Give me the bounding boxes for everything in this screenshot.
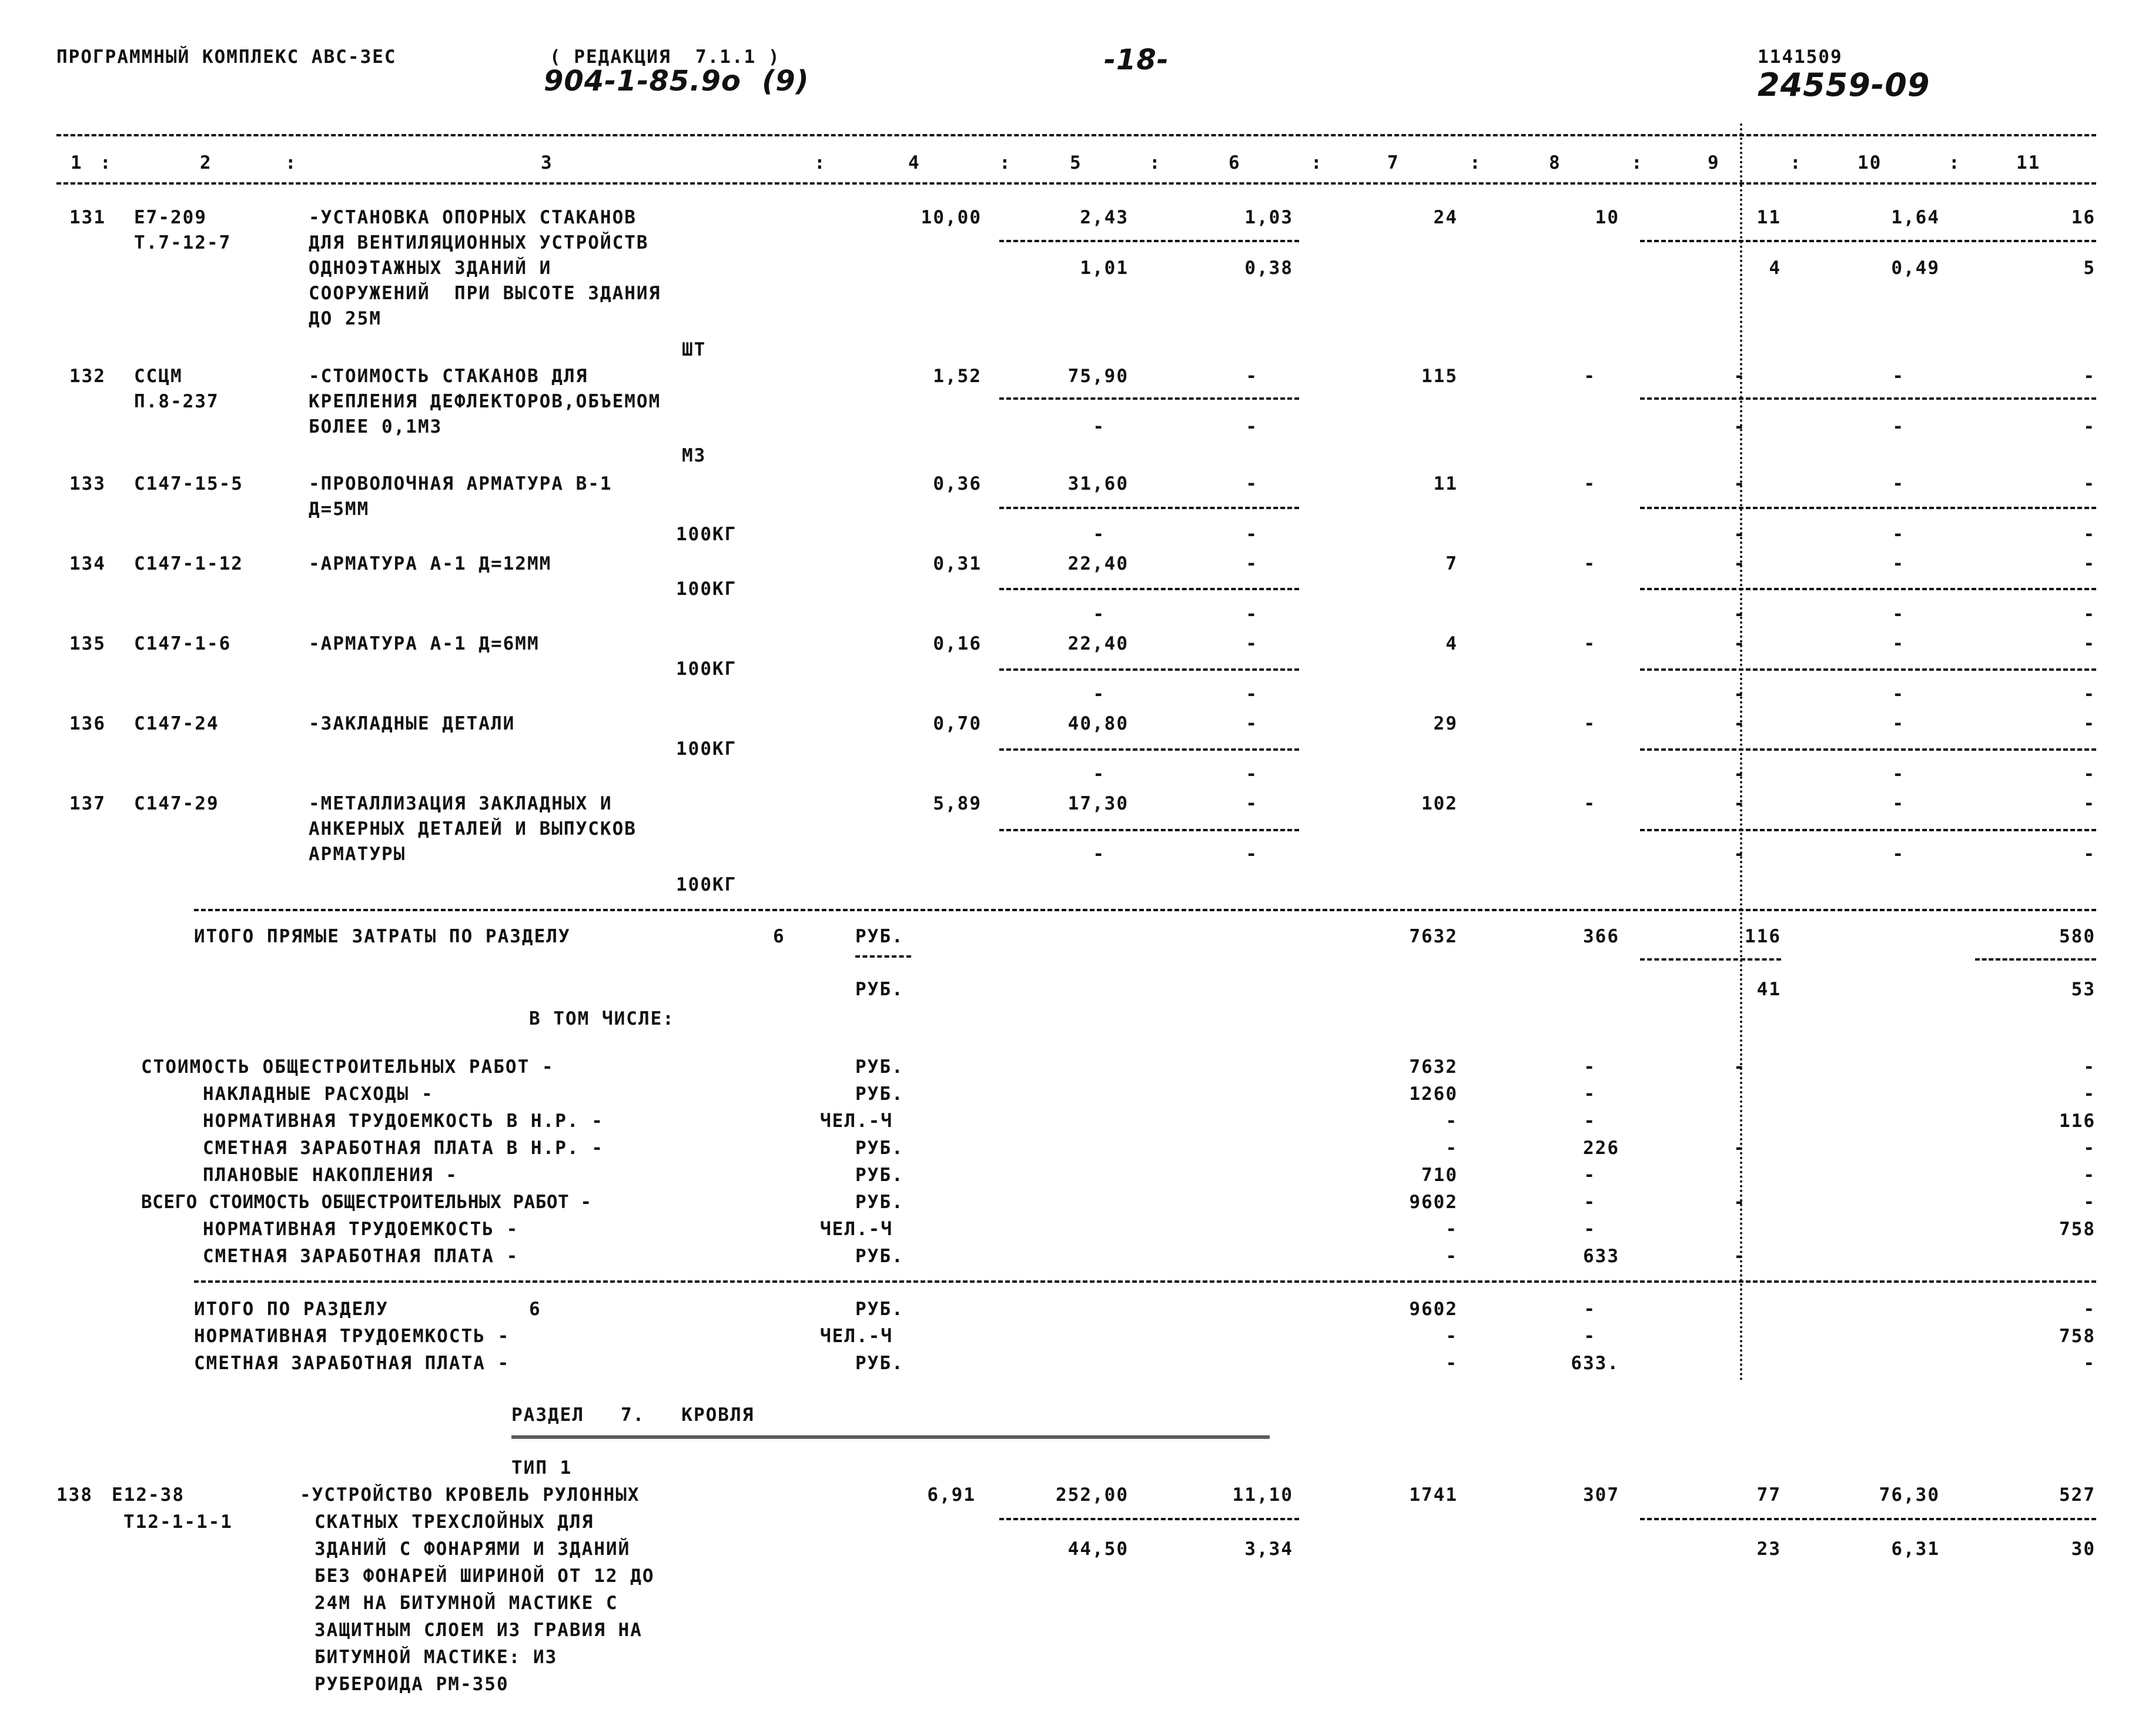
- total-wage: -: [1584, 553, 1596, 574]
- section-total-value: -: [1445, 1353, 1458, 1374]
- work-description: БЕЗ ФОНАРЕЙ ШИРИНОЙ ОТ 12 ДО: [314, 1566, 655, 1587]
- breakdown-unit: РУБ.: [855, 1138, 904, 1159]
- total-wage: -: [1584, 633, 1596, 654]
- col-5: 5: [1070, 152, 1082, 173]
- col9-value: 23: [1756, 1538, 1781, 1560]
- col10-value: -: [1892, 844, 1905, 865]
- col10-value: -: [1892, 553, 1905, 574]
- norm-code: С147-15-5: [134, 473, 243, 494]
- quantity: 1,52: [933, 366, 982, 387]
- work-description: СООРУЖЕНИЙ ПРИ ВЫСОТЕ ЗДАНИЯ: [309, 283, 661, 304]
- total-wage: 307: [1583, 1484, 1619, 1506]
- section-total-value: -: [1584, 1299, 1596, 1320]
- work-description: БОЛЕЕ 0,1М3: [309, 416, 443, 437]
- section-total-value: -: [1445, 1326, 1458, 1347]
- col11-value: -: [2083, 473, 2096, 494]
- col9-value: -: [1733, 416, 1746, 437]
- col-sep: :: [285, 152, 297, 173]
- unit-wage: -: [1093, 684, 1105, 705]
- col11-value: 5: [2083, 257, 2096, 279]
- col11-value: 53: [2071, 979, 2096, 1000]
- work-description: -УСТРОЙСТВО КРОВЕЛЬ РУЛОННЫХ: [300, 1484, 640, 1506]
- col11-value: -: [2083, 844, 2096, 865]
- breakdown-value: 710: [1421, 1165, 1458, 1186]
- unit-machine-cost: -: [1246, 793, 1258, 814]
- work-description: ЗАЩИТНЫМ СЛОЕМ ИЗ ГРАВИЯ НА: [314, 1620, 642, 1641]
- col9-value: 4: [1769, 257, 1781, 279]
- unit-cost: 2,43: [1080, 207, 1129, 228]
- total-cost: 24: [1433, 207, 1458, 228]
- unit-machine-cost: -: [1246, 366, 1258, 387]
- total-cost: 29: [1433, 713, 1458, 734]
- col-8: 8: [1549, 152, 1561, 173]
- fraction-rule: [999, 588, 1299, 590]
- unit-machine-wage: 0,38: [1244, 257, 1293, 279]
- fraction-rule: [1640, 240, 2096, 242]
- section-total-unit: ЧЕЛ.-Ч: [820, 1326, 893, 1347]
- unit-wage: -: [1093, 604, 1105, 625]
- section-total-unit: РУБ.: [855, 1299, 904, 1320]
- col-sep: :: [814, 152, 826, 173]
- col10-value: -: [1892, 416, 1905, 437]
- unit-cost: 252,00: [1056, 1484, 1129, 1506]
- breakdown-value: -: [1584, 1083, 1596, 1105]
- col11-value: -: [2083, 553, 2096, 574]
- breakdown-value: 633: [1583, 1246, 1619, 1267]
- unit-machine-wage: -: [1246, 844, 1258, 865]
- col9-value: -: [1733, 366, 1746, 387]
- breakdown-value: -: [1584, 1056, 1596, 1078]
- col9-value: 11: [1756, 207, 1781, 228]
- total-wage: 10: [1595, 207, 1619, 228]
- breakdown-value: 116: [2059, 1110, 2096, 1132]
- unit-wage: -: [1093, 524, 1105, 545]
- breakdown-label: СМЕТНАЯ ЗАРАБОТНАЯ ПЛАТА -: [203, 1246, 519, 1267]
- section-total-value: -: [2083, 1299, 2096, 1320]
- unit-of-measure: 100КГ: [676, 738, 737, 760]
- fraction-rule: [1640, 1518, 2096, 1520]
- work-description: РУБЕРОИДА РМ-350: [314, 1674, 509, 1695]
- edition-label: ( РЕДАКЦИЯ 7.1.1 ): [550, 46, 781, 68]
- col11-value: 30: [2071, 1538, 2096, 1560]
- col-3: 3: [541, 152, 553, 173]
- breakdown-value: -: [1733, 1056, 1746, 1078]
- section-total-unit: РУБ.: [855, 1353, 904, 1374]
- norm-code: С147-1-6: [134, 633, 232, 654]
- col-sep: :: [999, 152, 1012, 173]
- breakdown-value: -: [2083, 1056, 2096, 1078]
- total-cost: 4: [1445, 633, 1458, 654]
- breakdown-value: -: [1733, 1192, 1746, 1213]
- breakdown-value: -: [2083, 1083, 2096, 1105]
- work-description: -МЕТАЛЛИЗАЦИЯ ЗАКЛАДНЫХ И: [309, 793, 613, 814]
- col9-value: -: [1733, 604, 1746, 625]
- row-number: 134: [69, 553, 106, 574]
- including-heading: В ТОМ ЧИСЛЕ:: [529, 1008, 675, 1029]
- unit-machine-wage: -: [1246, 604, 1258, 625]
- col-10: 10: [1858, 152, 1882, 173]
- unit-machine-wage: -: [1246, 524, 1258, 545]
- unit-machine-cost: -: [1246, 633, 1258, 654]
- col9-value: 41: [1756, 979, 1781, 1000]
- section-rule: [194, 909, 2096, 911]
- project-code: 904-1-85.9о (9): [544, 65, 809, 98]
- norm-code: Е7-209: [134, 207, 207, 228]
- header-bottom-rule: [56, 182, 2096, 185]
- col11-value: -: [2083, 366, 2096, 387]
- breakdown-value: -: [1445, 1110, 1458, 1132]
- breakdown-value: -: [1445, 1138, 1458, 1159]
- norm-code: Е12-38: [112, 1484, 185, 1506]
- row-number: 135: [69, 633, 106, 654]
- work-description: -АРМАТУРА А-1 Д=6ММ: [309, 633, 540, 654]
- breakdown-value: -: [1445, 1219, 1458, 1240]
- section-heading-underline: [511, 1436, 1270, 1439]
- unit-machine-cost: -: [1246, 473, 1258, 494]
- breakdown-unit: ЧЕЛ.-Ч: [820, 1219, 893, 1240]
- breakdown-value: -: [2083, 1165, 2096, 1186]
- breakdown-label: СТОИМОСТЬ ОБЩЕСТРОИТЕЛЬНЫХ РАБОТ -: [141, 1056, 554, 1078]
- fraction-rule: [999, 1518, 1299, 1520]
- col11-value: -: [2083, 684, 2096, 705]
- work-description: -ЗАКЛАДНЫЕ ДЕТАЛИ: [309, 713, 516, 734]
- unit-wage: -: [1093, 844, 1105, 865]
- breakdown-value: -: [1584, 1110, 1596, 1132]
- fraction-rule: [999, 668, 1299, 671]
- norm-ref: Т12-1-1-1: [123, 1511, 233, 1533]
- col10-value: -: [1892, 366, 1905, 387]
- work-description: ДЛЯ ВЕНТИЛЯЦИОННЫХ УСТРОЙСТВ: [309, 232, 649, 253]
- col9-value: -: [1733, 633, 1746, 654]
- total-cost: 102: [1421, 793, 1458, 814]
- document-number: 1141509: [1758, 46, 1843, 68]
- section-total-value: 633.: [1571, 1353, 1619, 1374]
- total-cost: 1741: [1409, 1484, 1458, 1506]
- col9-value: -: [1733, 793, 1746, 814]
- total-label: ИТОГО ПРЯМЫЕ ЗАТРАТЫ ПО РАЗДЕЛУ: [194, 926, 571, 947]
- col10-value: 0,49: [1891, 257, 1940, 279]
- col11-value: -: [2083, 633, 2096, 654]
- col-2: 2: [200, 152, 212, 173]
- quantity: 0,16: [933, 633, 982, 654]
- fraction-rule: [1640, 668, 2096, 671]
- unit-of-measure: 100КГ: [676, 524, 737, 545]
- fraction-rule: [999, 829, 1299, 831]
- total-wage: -: [1584, 473, 1596, 494]
- quantity: 10,00: [921, 207, 982, 228]
- fraction-rule: [1640, 958, 1781, 961]
- work-description: АРМАТУРЫ: [309, 844, 406, 865]
- unit-of-measure: ШТ: [682, 339, 707, 360]
- breakdown-unit: РУБ.: [855, 1083, 904, 1105]
- unit-machine-wage: -: [1246, 684, 1258, 705]
- col-sep: :: [1949, 152, 1961, 173]
- breakdown-value: -: [1733, 1138, 1746, 1159]
- breakdown-unit: РУБ.: [855, 1246, 904, 1267]
- col-7: 7: [1387, 152, 1400, 173]
- unit-wage: 1,01: [1080, 257, 1129, 279]
- row-number: 133: [69, 473, 106, 494]
- fraction-rule: [999, 748, 1299, 751]
- col-11: 11: [2016, 152, 2041, 173]
- unit-machine-wage: -: [1246, 764, 1258, 785]
- work-description: Д=5ММ: [309, 499, 370, 520]
- breakdown-label: ВСЕГО СТОИМОСТЬ ОБЩЕСТРОИТЕЛЬНЫХ РАБОТ -: [141, 1192, 592, 1213]
- unit-of-measure: 100КГ: [676, 874, 737, 895]
- total-wage: -: [1584, 793, 1596, 814]
- col10-value: -: [1892, 713, 1905, 734]
- norm-code: С147-24: [134, 713, 219, 734]
- row-number: 132: [69, 366, 106, 387]
- unit-machine-cost: -: [1246, 713, 1258, 734]
- work-description: -УСТАНОВКА ОПОРНЫХ СТАКАНОВ: [309, 207, 637, 228]
- col9-value: -: [1733, 844, 1746, 865]
- section-total-value: 758: [2059, 1326, 2096, 1347]
- section-total-label: СМЕТНАЯ ЗАРАБОТНАЯ ПЛАТА -: [194, 1353, 510, 1374]
- col-sep: :: [1311, 152, 1323, 173]
- norm-ref: П.8-237: [134, 391, 219, 412]
- breakdown-value: 758: [2059, 1219, 2096, 1240]
- section-total-value: -: [2083, 1353, 2096, 1374]
- col11-value: -: [2083, 524, 2096, 545]
- col11-value: -: [2083, 416, 2096, 437]
- col-4: 4: [908, 152, 921, 173]
- unit-wage: -: [1093, 416, 1105, 437]
- quantity: 0,36: [933, 473, 982, 494]
- unit-machine-cost: 1,03: [1244, 207, 1293, 228]
- total-wage: -: [1584, 366, 1596, 387]
- col9-value: 116: [1745, 926, 1781, 947]
- fraction-rule: [1640, 588, 2096, 590]
- col11-value: -: [2083, 764, 2096, 785]
- fraction-rule: [999, 240, 1299, 242]
- norm-code: ССЦМ: [134, 366, 183, 387]
- breakdown-value: -: [2083, 1138, 2096, 1159]
- unit-cost: 22,40: [1067, 553, 1129, 574]
- col10-value: -: [1892, 633, 1905, 654]
- unit-cost: 40,80: [1067, 713, 1129, 734]
- fraction-rule: [1640, 507, 2096, 509]
- currency-unit: РУБ.: [855, 979, 904, 1000]
- unit-cost: 75,90: [1067, 366, 1129, 387]
- breakdown-value: -: [1584, 1219, 1596, 1240]
- page-number: -18-: [1104, 44, 1169, 76]
- col9-value: -: [1733, 473, 1746, 494]
- breakdown-label: СМЕТНАЯ ЗАРАБОТНАЯ ПЛАТА В Н.Р. -: [203, 1138, 604, 1159]
- col-sep: :: [1631, 152, 1644, 173]
- total-wage: -: [1584, 713, 1596, 734]
- fraction-rule: [1975, 958, 2096, 961]
- col9-value: -: [1733, 764, 1746, 785]
- breakdown-label: ПЛАНОВЫЕ НАКОПЛЕНИЯ -: [203, 1165, 458, 1186]
- col11-value: 580: [2059, 926, 2096, 947]
- col10-value: -: [1892, 793, 1905, 814]
- col-1: 1: [71, 152, 83, 173]
- program-name: ПРОГРАММНЫЙ КОМПЛЕКС АВС-3ЕС: [56, 46, 397, 68]
- col-sep: :: [1149, 152, 1162, 173]
- breakdown-label: НОРМАТИВНАЯ ТРУДОЕМКОСТЬ -: [203, 1219, 519, 1240]
- breakdown-value: -: [2083, 1192, 2096, 1213]
- col-6: 6: [1229, 152, 1241, 173]
- unit-wage: 44,50: [1067, 1538, 1129, 1560]
- norm-code: С147-1-12: [134, 553, 243, 574]
- fraction-rule: [1640, 748, 2096, 751]
- breakdown-value: 9602: [1409, 1192, 1458, 1213]
- breakdown-label: НАКЛАДНЫЕ РАСХОДЫ -: [203, 1083, 434, 1105]
- unit-machine-wage: 3,34: [1244, 1538, 1293, 1560]
- section-number: 6: [773, 926, 785, 947]
- col10-value: -: [1892, 604, 1905, 625]
- norm-ref: Т.7-12-7: [134, 232, 232, 253]
- breakdown-value: 226: [1583, 1138, 1619, 1159]
- handwritten-number: 24559-09: [1758, 66, 1930, 103]
- section-heading: РАЗДЕЛ 7. КРОВЛЯ: [511, 1404, 755, 1426]
- section-total-label: НОРМАТИВНАЯ ТРУДОЕМКОСТЬ -: [194, 1326, 510, 1347]
- unit-of-measure: 100КГ: [676, 578, 737, 600]
- col10-value: -: [1892, 684, 1905, 705]
- unit-cost: 31,60: [1067, 473, 1129, 494]
- col-sep: :: [100, 152, 112, 173]
- fraction-rule: [999, 507, 1299, 509]
- fraction-rule: [1640, 829, 2096, 831]
- col10-value: 76,30: [1879, 1484, 1940, 1506]
- col9-value: 77: [1756, 1484, 1781, 1506]
- unit-cost: 22,40: [1067, 633, 1129, 654]
- total-cost: 7: [1445, 553, 1458, 574]
- unit-machine-cost: -: [1246, 553, 1258, 574]
- col10-value: 6,31: [1891, 1538, 1940, 1560]
- section-rule: [194, 1280, 2096, 1283]
- work-description: -АРМАТУРА А-1 Д=12ММ: [309, 553, 552, 574]
- col11-value: -: [2083, 793, 2096, 814]
- quantity: 0,70: [933, 713, 982, 734]
- col11-value: -: [2083, 604, 2096, 625]
- work-description: ДО 25М: [309, 308, 381, 329]
- section-number: 6: [529, 1299, 541, 1320]
- quantity: 0,31: [933, 553, 982, 574]
- total-cost: 115: [1421, 366, 1458, 387]
- breakdown-value: 1260: [1409, 1083, 1458, 1105]
- col11-value: -: [2083, 713, 2096, 734]
- row-number: 131: [69, 207, 106, 228]
- col10-value: -: [1892, 473, 1905, 494]
- unit-machine-cost: 11,10: [1232, 1484, 1293, 1506]
- unit-of-measure: 100КГ: [676, 658, 737, 680]
- work-description: ОДНОЭТАЖНЫХ ЗДАНИЙ И: [309, 257, 552, 279]
- breakdown-unit: РУБ.: [855, 1192, 904, 1213]
- col9-value: -: [1733, 553, 1746, 574]
- breakdown-unit: ЧЕЛ.-Ч: [820, 1110, 893, 1132]
- total-cost: 11: [1433, 473, 1458, 494]
- work-description: -СТОИМОСТЬ СТАКАНОВ ДЛЯ: [309, 366, 588, 387]
- breakdown-label: НОРМАТИВНАЯ ТРУДОЕМКОСТЬ В Н.Р. -: [203, 1110, 604, 1132]
- section-total-value: -: [1584, 1326, 1596, 1347]
- col9-value: -: [1733, 713, 1746, 734]
- unit-of-measure: М3: [682, 445, 707, 466]
- breakdown-value: -: [1445, 1246, 1458, 1267]
- breakdown-unit: РУБ.: [855, 1165, 904, 1186]
- col10-value: -: [1892, 524, 1905, 545]
- section-total-value: 9602: [1409, 1299, 1458, 1320]
- breakdown-value: -: [1584, 1165, 1596, 1186]
- work-description: 24М НА БИТУМНОЙ МАСТИКЕ С: [314, 1593, 618, 1614]
- unit-cost: 17,30: [1067, 793, 1129, 814]
- work-description: КРЕПЛЕНИЯ ДЕФЛЕКТОРОВ,ОБЪЕМОМ: [309, 391, 661, 412]
- col11-value: 527: [2059, 1484, 2096, 1506]
- row-number: 138: [56, 1484, 93, 1506]
- norm-code: С147-29: [134, 793, 219, 814]
- col11-value: 16: [2071, 207, 2096, 228]
- col9-value: -: [1733, 684, 1746, 705]
- type-label: ТИП 1: [511, 1457, 573, 1479]
- work-description: АНКЕРНЫХ ДЕТАЛЕЙ И ВЫПУСКОВ: [309, 818, 637, 839]
- work-description: БИТУМНОЙ МАСТИКЕ: ИЗ: [314, 1647, 558, 1668]
- fraction-rule: [855, 955, 911, 958]
- col-9: 9: [1708, 152, 1720, 173]
- total-cost: 7632: [1409, 926, 1458, 947]
- fraction-rule: [1640, 397, 2096, 400]
- unit-wage: -: [1093, 764, 1105, 785]
- work-description: -ПРОВОЛОЧНАЯ АРМАТУРА В-1: [309, 473, 613, 494]
- quantity: 5,89: [933, 793, 982, 814]
- breakdown-value: -: [1733, 1246, 1746, 1267]
- table-top-rule: [56, 134, 2096, 136]
- row-number: 137: [69, 793, 106, 814]
- total-wage: 366: [1583, 926, 1619, 947]
- currency-unit: РУБ.: [855, 926, 904, 947]
- quantity: 6,91: [927, 1484, 976, 1506]
- breakdown-value: 7632: [1409, 1056, 1458, 1078]
- unit-machine-wage: -: [1246, 416, 1258, 437]
- col-sep: :: [1790, 152, 1802, 173]
- breakdown-value: -: [1584, 1192, 1596, 1213]
- work-description: СКАТНЫХ ТРЕХСЛОЙНЫХ ДЛЯ: [314, 1511, 594, 1533]
- col-sep: :: [1470, 152, 1482, 173]
- row-number: 136: [69, 713, 106, 734]
- col9-value: -: [1733, 524, 1746, 545]
- section-total-label: ИТОГО ПО РАЗДЕЛУ: [194, 1299, 389, 1320]
- fraction-rule: [999, 397, 1299, 400]
- col10-value: -: [1892, 764, 1905, 785]
- breakdown-unit: РУБ.: [855, 1056, 904, 1078]
- work-description: ЗДАНИЙ С ФОНАРЯМИ И ЗДАНИЙ: [314, 1538, 631, 1560]
- col10-value: 1,64: [1891, 207, 1940, 228]
